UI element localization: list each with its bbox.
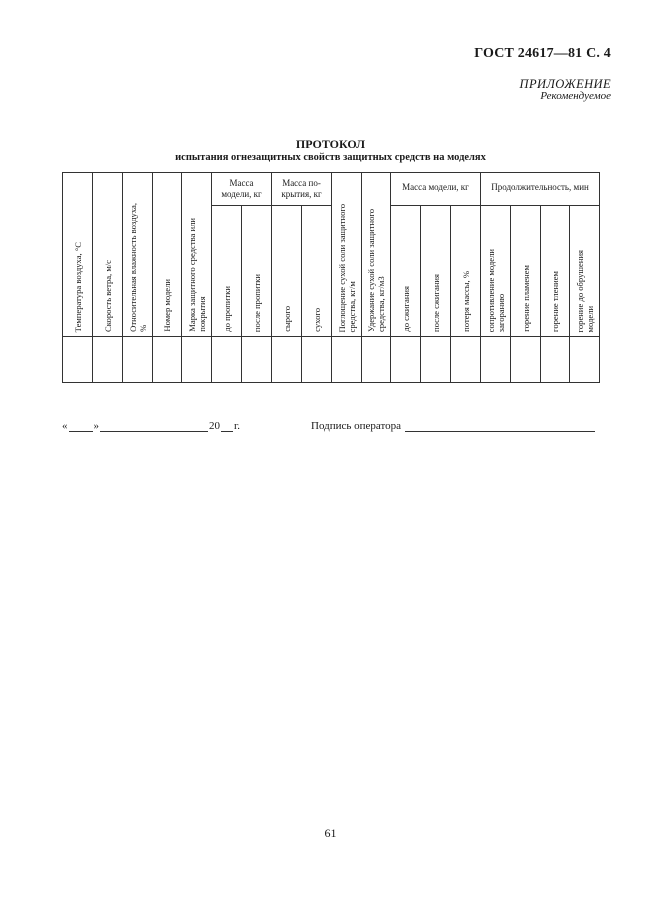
date-month-blank	[100, 421, 208, 432]
header-group-model-mass: Масса модели, кг	[212, 173, 272, 206]
protocol-heading	[0, 138, 661, 164]
operator-signature-field	[311, 420, 596, 432]
header-flame-burning: горение пламенем	[511, 206, 541, 337]
header-after-burning: после сжигания	[421, 206, 451, 337]
table-cell	[421, 337, 451, 383]
header-before-impregnation: до пропитки	[212, 206, 242, 337]
document-code: ГОСТ 24617—81 С. 4	[474, 46, 611, 61]
table-cell	[481, 337, 511, 383]
table-cell	[451, 337, 481, 383]
header-protective-agent-brand: Марка защитного средства или покрытия	[182, 173, 212, 337]
date-field	[62, 420, 240, 432]
table-cell	[570, 337, 600, 383]
header-group-model-mass-burning: Масса модели, кг	[391, 173, 481, 206]
signature-label: Подпись оператора	[311, 420, 402, 432]
header-salt-retention: Удержание сухой соли защитного средства, кг/м3	[362, 173, 391, 337]
table-row	[63, 337, 600, 383]
table-cell	[182, 337, 212, 383]
page-number: 61	[324, 826, 337, 840]
header-before-burning: до сжигания	[391, 206, 421, 337]
signature-blank	[405, 421, 595, 432]
table-cell	[153, 337, 182, 383]
date-open-quote: «	[62, 420, 68, 432]
table-cell	[511, 337, 541, 383]
header-humidity: Относительная влажность воздуха, %	[123, 173, 153, 337]
appendix-subtitle: Рекомендуемое	[540, 90, 611, 102]
header-after-impregnation: после пропитки	[242, 206, 272, 337]
table-cell	[123, 337, 153, 383]
header-group-coating-mass: Масса по- крытия, кг	[272, 173, 332, 206]
table-cell	[362, 337, 391, 383]
header-smoldering: горение тлением	[541, 206, 570, 337]
header-mass-loss: потеря массы, %	[451, 206, 481, 337]
header-dry: сухого	[302, 206, 332, 337]
date-day-blank	[69, 421, 93, 432]
protocol-title: ПРОТОКОЛ	[295, 137, 366, 151]
appendix-title: ПРИЛОЖЕНИЕ	[519, 77, 611, 91]
header-group-duration: Продолжительность, мин	[481, 173, 600, 206]
header-ignition-resistance: сопротивление модели загоранию	[481, 206, 511, 337]
header-burning-to-collapse: горение до обрушения модели	[570, 206, 600, 337]
table-cell	[212, 337, 242, 383]
protocol-subtitle: испытания огнезащитных свойств защитных средств на моделях	[175, 152, 486, 163]
table-cell	[391, 337, 421, 383]
table-cell	[541, 337, 570, 383]
table-cell	[93, 337, 123, 383]
table-cell	[63, 337, 93, 383]
protocol-table	[62, 172, 600, 383]
table-cell	[272, 337, 302, 383]
header-wet: сырого	[272, 206, 302, 337]
table-cell	[242, 337, 272, 383]
header-air-temperature: Температура воздуха, °С	[63, 173, 93, 337]
table-cell	[302, 337, 332, 383]
table-cell	[332, 337, 362, 383]
date-year-suffix: г.	[234, 420, 241, 432]
header-wind-speed: Скорость ветра, м/с	[93, 173, 123, 337]
header-salt-absorption: Поглощение сухой соли защитного средства, кг/м	[332, 173, 362, 337]
date-year-prefix: 20	[209, 420, 220, 432]
date-year-blank	[221, 421, 233, 432]
appendix-label	[520, 78, 611, 102]
header-model-number: Номер модели	[153, 173, 182, 337]
date-close-quote: »	[93, 420, 99, 432]
